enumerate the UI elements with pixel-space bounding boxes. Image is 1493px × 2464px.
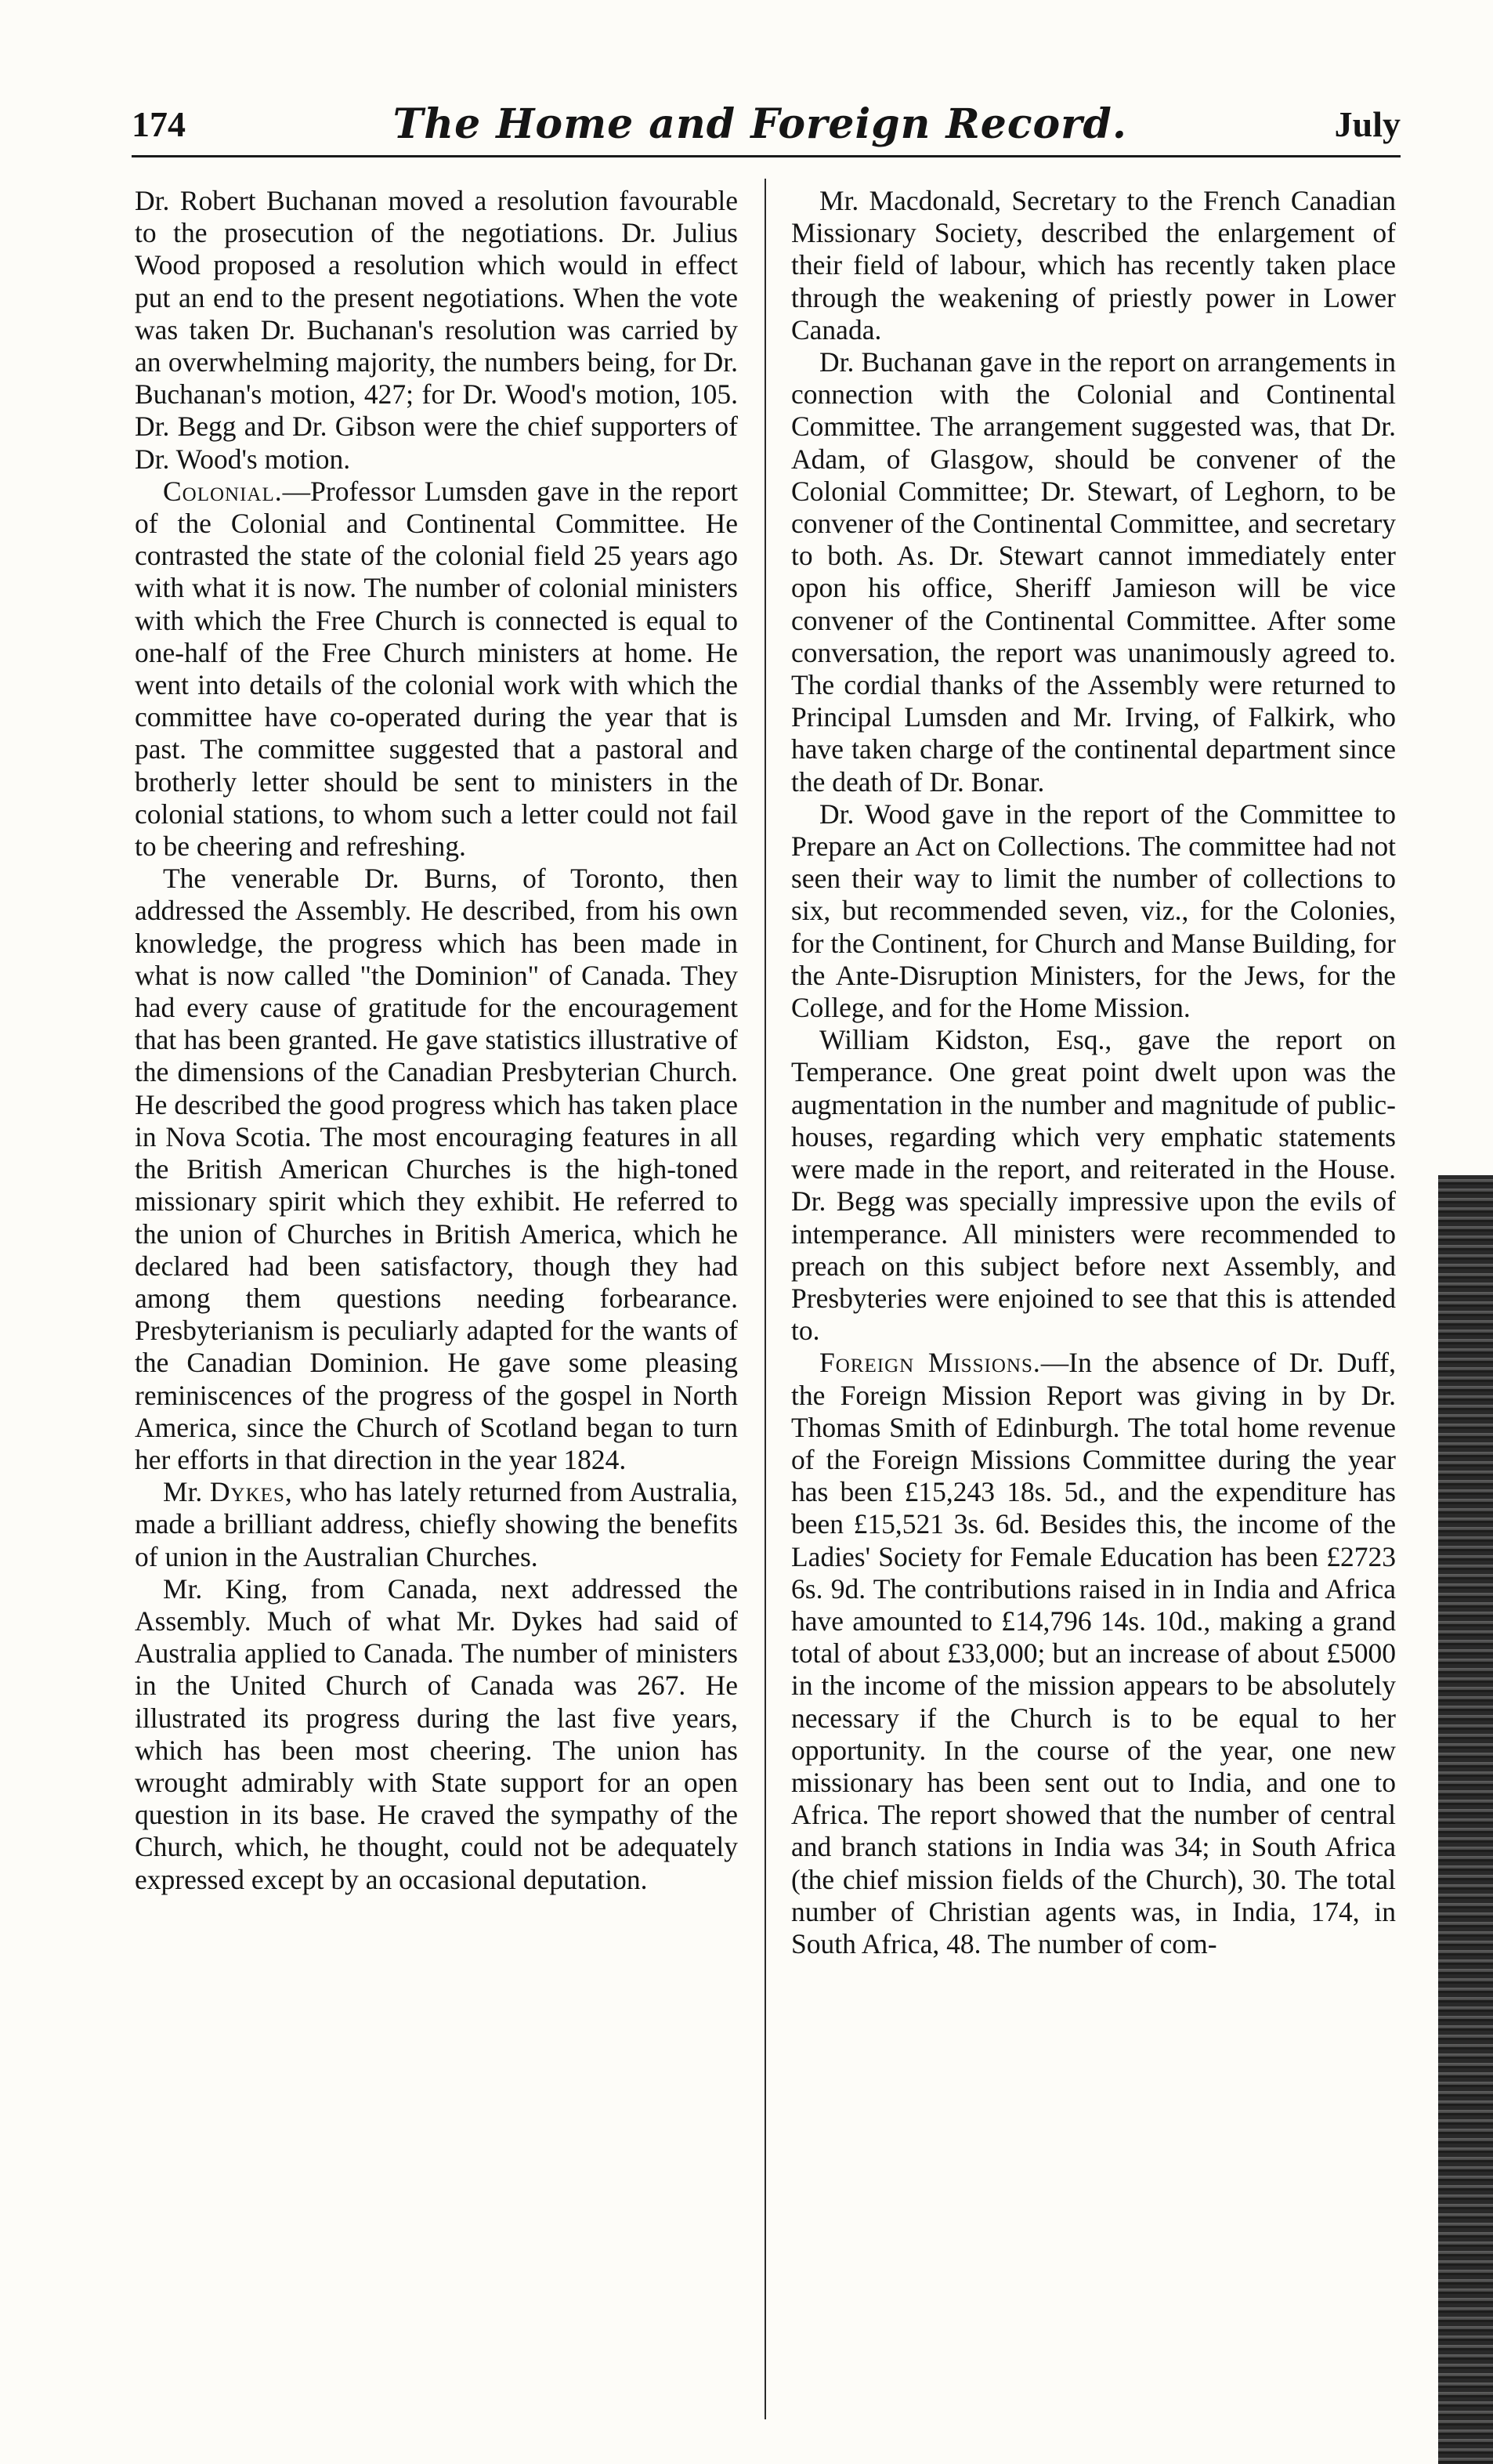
paragraph-mr-dykes: Mr. Dykes, who has lately returned from Australia, made a brilliant address, chiefly showing the benefits of union in the Australian Churches.: [135, 1476, 738, 1572]
name-dykes: Dykes: [209, 1476, 285, 1508]
paragraph-mr-macdonald: Mr. Macdonald, Secretary to the French Canadian Missionary Society, described the enlargement of their field of labour, which has recently taken place through the weakening of priestly power in Lower Canada.: [791, 185, 1396, 346]
paragraph-negotiations: Dr. Robert Buchanan moved a resolution favourable to the prosecution of the negotiations. Dr. Julius Wood proposed a resolution which would in effect put an end to the present negotiations. When the vote was taken Dr. Buchanan's resolution was carried by an overwhelming majority, the numbers being, for Dr. Buchanan's motion, 427; for Dr. Wood's motion, 105. Dr. Begg and Dr. Gibson were the chief supporters of Dr. Wood's motion.: [135, 185, 738, 475]
column-divider: [765, 179, 766, 2419]
section-heading-colonial: Colonial.: [163, 475, 283, 507]
paragraph-foreign-missions: Foreign Missions.—In the absence of Dr. Duff, the Foreign Mission Report was giving in by Dr. Thomas Smith of Edinburgh. The total home revenue of the Foreign Missions Committee during the year has been £15,243 18s. 5d., and the expenditure has been £15,521 3s. 6d. Besides this, the income of the Ladies' Society for Female Education has been £2723 6s. 9d. The contributions raised in in India and Africa have amounted to £14,796 14s. 10d., making a grand total of about £33,000; but an increase of about £5000 in the income of the mission appears to be absolutely necessary if the Church is to be equal to her opportunity. In the course of the year, one new missionary has been sent out to India, and one to Africa. The report showed that the number of central and branch stations in India was 34; in South Africa (the chief mission fields of the Church), 30. The total number of Christian agents was, in India, 174, in South Africa, 48. The number of com-: [791, 1347, 1396, 1959]
right-column: [791, 185, 1396, 1960]
running-header: [132, 92, 1401, 157]
paragraph-colonial: Colonial.—Professor Lumsden gave in the report of the Colonial and Continental Committee. He contrasted the state of the colonial field 25 years ago with what it is now. The number of colonial ministers with which the Free Church is connected is equal to one-half of the Free Church ministers at home. He went into details of the colonial work with which the committee have co-operated during the year that is past. The committee suggested that a pastoral and brotherly letter should be sent to ministers in the colonial stations, to whom such a letter could not fail to be cheering and refreshing.: [135, 475, 738, 863]
paragraph-mr-king: Mr. King, from Canada, next addressed the Assembly. Much of what Mr. Dykes had said of Australia applied to Canada. The number of ministers in the United Church of Canada was 267. He illustrated its progress during the last five years, which has been most cheering. The union has wrought admirably with State support for an open question in its base. He craved the sympathy of the Church, which, he thought, could not be adequately expressed except by an occasional deputation.: [135, 1572, 738, 1895]
paragraph-arrangements: Dr. Buchanan gave in the report on arrangements in connection with the Colonial and Continental Committee. The arrangement suggested was, that Dr. Adam, of Glasgow, should be convener of the Colonial Committee; Dr. Stewart, of Leghorn, to be convener of the Continental Committee, and secretary to both. As. Dr. Stewart cannot immediately enter opon his office, Sheriff Jamieson will be vice convener of the Continental Committee. After some conversation, the report was unanimously agreed to. The cordial thanks of the Assembly were returned to Principal Lumsden and Mr. Irving, of Falkirk, who have taken charge of the continental department since the death of Dr. Bonar.: [791, 346, 1396, 798]
paragraph-collections: Dr. Wood gave in the report of the Committee to Prepare an Act on Collections. The committee had not seen their way to limit the number of collections to six, but recommended seven, viz., for the Colonies, for the Continent, for Church and Manse Building, for the Ante-Disruption Ministers, for the Jews, for the College, and for the Home Mission.: [791, 798, 1396, 1024]
scan-edge-shadow: [1438, 1175, 1493, 2464]
section-heading-foreign-missions: Foreign Missions.: [819, 1347, 1041, 1379]
paragraph-temperance: William Kidston, Esq., gave the report on Temperance. One great point dwelt upon was the augmentation in the number and magnitude of public-houses, regarding which very emphatic statements were made in the report, and reiterated in the House. Dr. Begg was specially impressive upon the evils of intemperance. All ministers were recommended to preach on this subject before next Assembly, and Presbyteries were enjoined to see that this is attended to.: [791, 1024, 1396, 1347]
issue-month: July: [1334, 103, 1401, 144]
paragraph-dr-burns: The venerable Dr. Burns, of Toronto, then addressed the Assembly. He described, from his own knowledge, the progress which has been made in what is now called "the Dominion" of Canada. They had every cause of gratitude for the encouragement that has been granted. He gave statistics illustrative of the dimensions of the Canadian Presbyterian Church. He described the good progress which has taken place in Nova Scotia. The most encouraging features in all the British American Churches is the high-toned missionary spirit which they exhibit. He referred to the union of Churches in British America, which he declared had been satisfactory, though they had among them questions needing forbearance. Presbyterianism is peculiarly adapted for the wants of the Canadian Dominion. He gave some pleasing reminiscences of the progress of the gospel in North America, since the Church of Scotland began to turn her efforts in that direction in the year 1824.: [135, 863, 738, 1475]
left-column: [135, 185, 738, 1896]
page-number: 174: [132, 103, 186, 144]
journal-title: The Home and Foreign Record.: [392, 100, 1128, 148]
